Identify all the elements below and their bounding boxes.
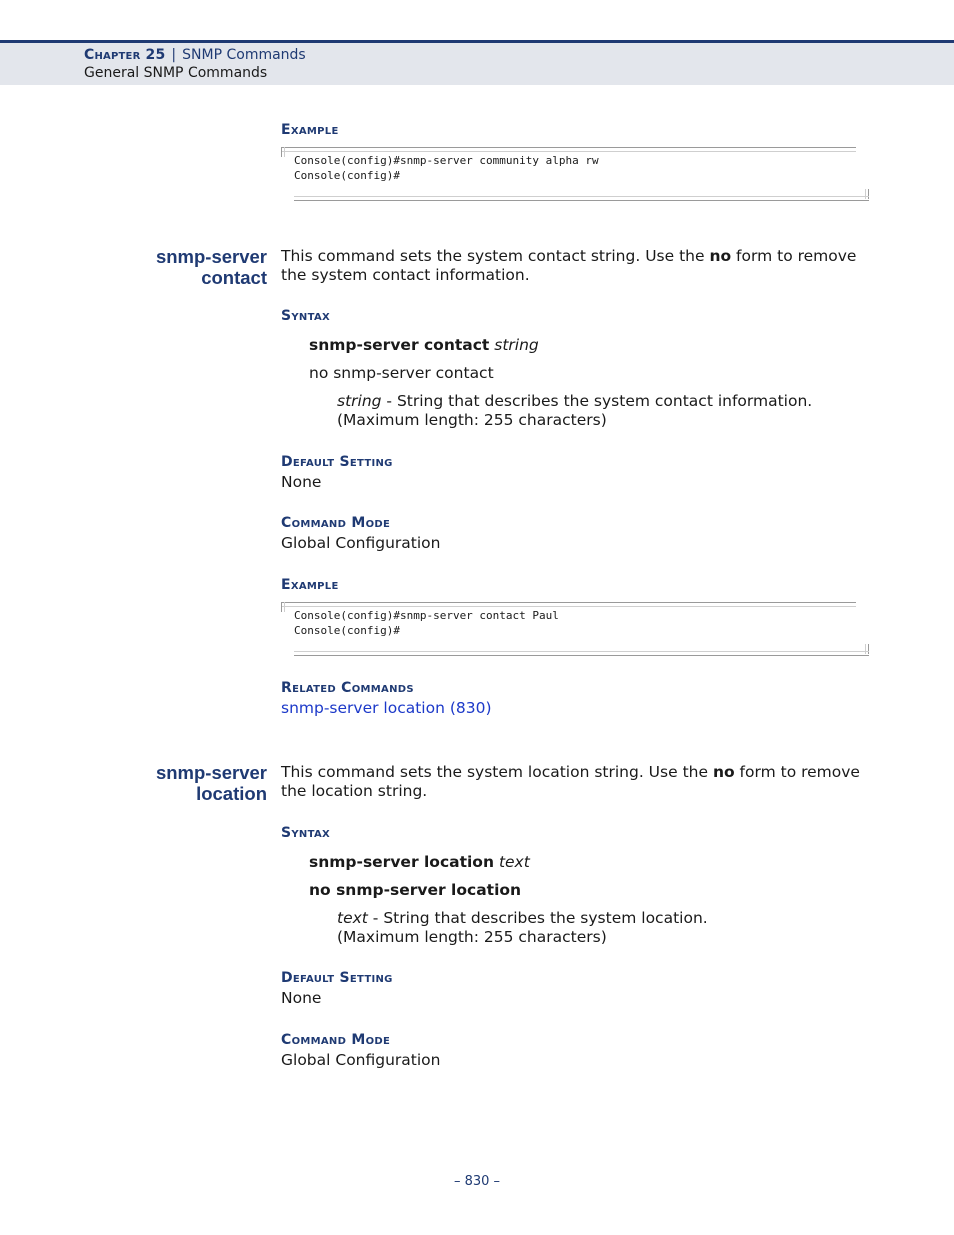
contact-syntax-command [309,336,539,355]
desc-text: form to remove the location string. [281,763,860,800]
related-command-link[interactable]: snmp-server location (830) [281,699,492,717]
section-title-line: location [196,783,267,804]
section-title-contact [120,246,267,288]
syntax-param: string [494,336,539,354]
top-example-code-block [281,147,869,202]
param-desc: - String that describes the system contact information. [381,392,813,410]
contact-mode-value: Global Configuration [281,534,441,552]
code-line: Console(config)# [294,169,400,182]
contact-param-description [337,392,812,411]
location-description [281,763,881,801]
contact-param-limit: (Maximum length: 255 characters) [337,411,607,429]
param-desc: - String that describes the system location. [367,909,708,927]
code-text [294,608,559,638]
section-title-line: snmp-server [155,762,267,783]
contact-example-code-block [281,602,869,657]
header-chapter-line [84,47,306,63]
desc-keyword: no [712,763,735,781]
code-text [294,153,599,183]
param-name: text [337,909,368,927]
code-left-tick [281,602,285,612]
location-default-heading: Default Setting [281,970,393,986]
desc-text: This command sets the system contact string. Use the [281,247,710,265]
code-top-rule [281,602,856,607]
location-param-description [337,909,708,928]
desc-keyword: no [709,247,732,265]
header-section: General SNMP Commands [84,65,268,81]
contact-related-heading: Related Commands [281,680,414,696]
code-line: Console(config)# [294,624,400,637]
top-example-heading: Example [281,122,339,138]
desc-text: form to remove the system contact information. [281,247,857,284]
location-syntax-no: no snmp-server location [309,881,522,899]
syntax-keyword: snmp-server location [309,853,494,871]
code-top-rule [281,147,856,152]
contact-syntax-no: no snmp-server contact [309,364,494,382]
location-syntax-command [309,853,530,872]
code-line: Console(config)#snmp-server contact Paul [294,609,559,622]
syntax-param: text [498,853,530,871]
contact-description [281,247,881,285]
location-default-value: None [281,989,322,1007]
chapter-title: SNMP Commands [182,47,306,63]
contact-default-heading: Default Setting [281,454,393,470]
page-header [0,40,954,85]
page-number: – 830 – [453,1174,501,1189]
header-separator: | [171,47,177,63]
section-title-location [120,762,267,804]
syntax-keyword: snmp-server contact [309,336,490,354]
contact-example-heading: Example [281,577,339,593]
desc-text: This command sets the system location string. Use the [281,763,713,781]
section-title-line: snmp-server [155,246,267,267]
param-name: string [337,392,382,410]
contact-mode-heading: Command Mode [281,515,391,531]
code-line: Console(config)#snmp-server community alpha rw [294,154,599,167]
code-bottom-rule [294,651,869,656]
contact-default-value: None [281,473,322,491]
location-syntax-heading: Syntax [281,825,330,841]
code-bottom-rule [294,196,869,201]
location-param-limit: (Maximum length: 255 characters) [337,928,607,946]
chapter-label: Chapter 25 [84,47,166,63]
contact-syntax-heading: Syntax [281,308,330,324]
location-mode-value: Global Configuration [281,1051,441,1069]
code-left-tick [281,147,285,157]
section-title-line: contact [201,267,267,288]
location-mode-heading: Command Mode [281,1032,391,1048]
